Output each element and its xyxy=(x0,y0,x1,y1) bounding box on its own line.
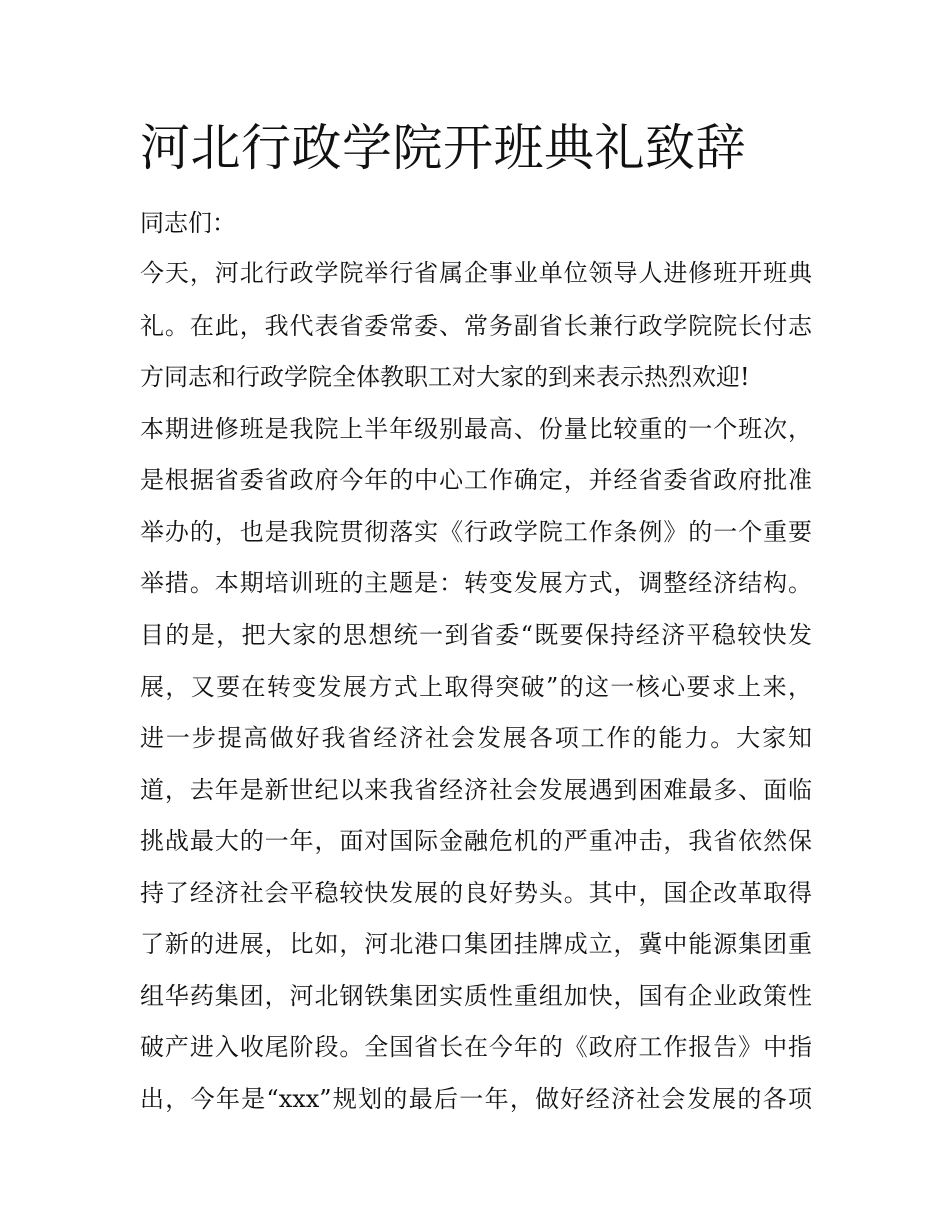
body-line: 道，去年是新世纪以来我省经济社会发展遇到困难最多、面临 xyxy=(140,776,812,804)
body-line: 是根据省委省政府今年的中心工作确定，并经省委省政府批准 xyxy=(140,466,812,494)
body-line: 进一步提高做好我省经济社会发展各项工作的能力。大家知 xyxy=(140,724,812,752)
salutation-line: 同志们： xyxy=(140,209,236,237)
body-line: 了新的进展，比如，河北港口集团挂牌成立，冀中能源集团重 xyxy=(140,930,812,958)
body-line: 组华药集团，河北钢铁集团实质性重组加快，国有企业政策性 xyxy=(140,982,812,1010)
body-line: 目的是，把大家的思想统一到省委“既要保持经济平稳较快发 xyxy=(140,621,812,649)
body-line: 方同志和行政学院全体教职工对大家的到来表示热烈欢迎! xyxy=(140,363,750,391)
document-title: 河北行政学院开班典礼致辞 xyxy=(140,119,746,177)
body-line: 出，今年是“xxx”规划的最后一年，做好经济社会发展的各项 xyxy=(140,1085,812,1113)
body-line: 挑战最大的一年，面对国际金融危机的严重冲击，我省依然保 xyxy=(140,827,812,855)
body-line: 展，又要在转变发展方式上取得突破”的这一核心要求上来， xyxy=(140,673,812,701)
body-line: 本期进修班是我院上半年级别最高、份量比较重的一个班次， xyxy=(140,415,812,443)
body-line: 举办的，也是我院贯彻落实《行政学院工作条例》的一个重要 xyxy=(140,518,812,546)
body-line: 举措。本期培训班的主题是：转变发展方式，调整经济结构。 xyxy=(140,569,812,597)
body-line: 破产进入收尾阶段。全国省长在今年的《政府工作报告》中指 xyxy=(140,1033,812,1061)
body-line: 持了经济社会平稳较快发展的良好势头。其中，国企改革取得 xyxy=(140,879,812,907)
body-line: 今天，河北行政学院举行省属企事业单位领导人进修班开班典 xyxy=(140,259,812,287)
body-line: 礼。在此，我代表省委常委、常务副省长兼行政学院院长付志 xyxy=(140,312,812,340)
